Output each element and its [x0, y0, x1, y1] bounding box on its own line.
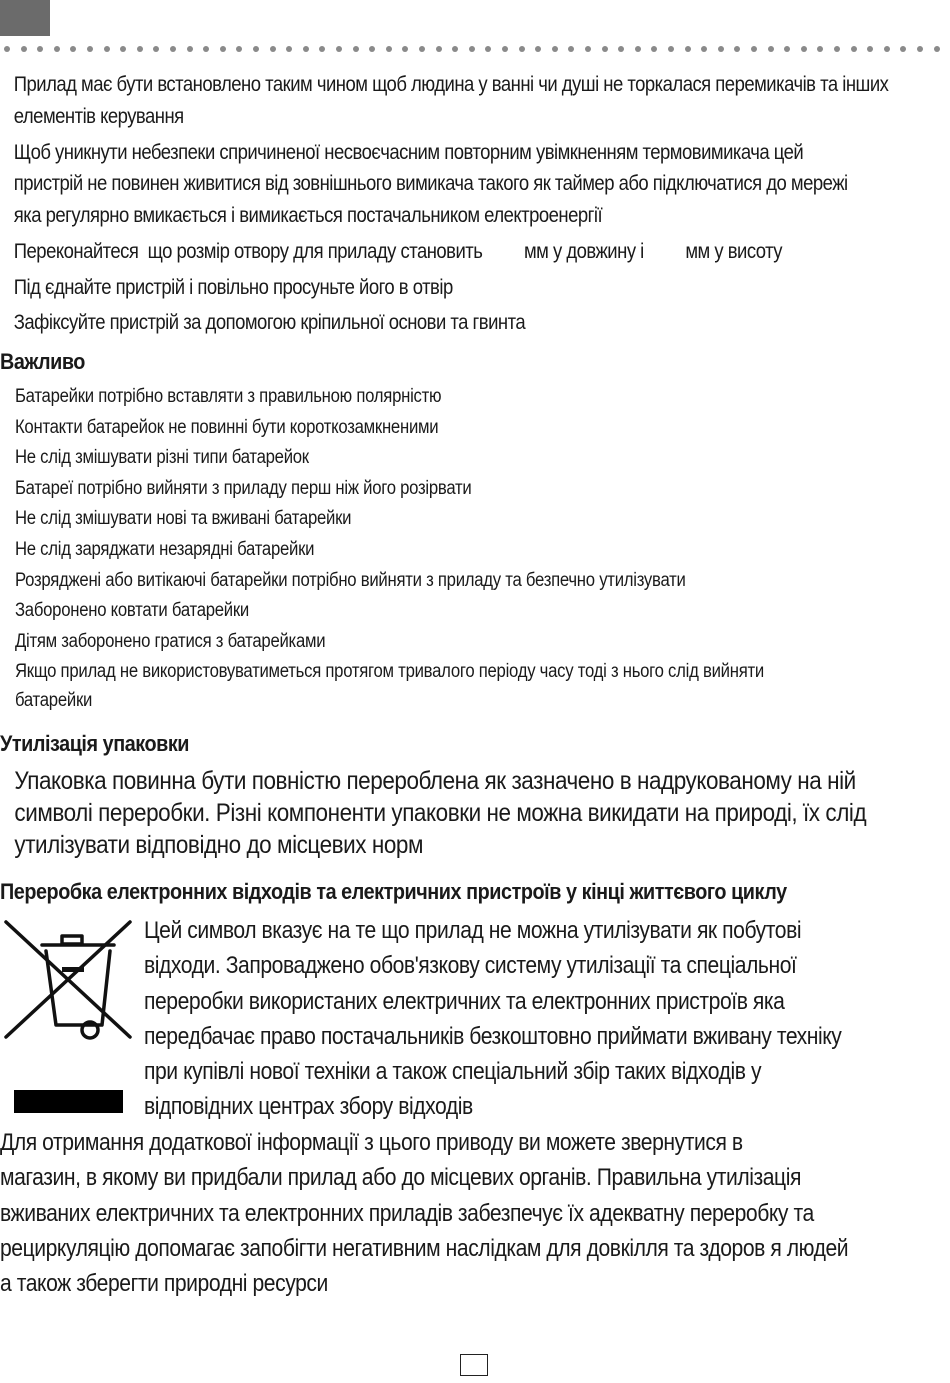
important-item: Дітям заборонено гратися з батарейками — [14, 630, 326, 652]
divider-dot — [120, 46, 126, 52]
divider-dot — [70, 46, 76, 52]
weee-info-line: магазин, в якому ви придбали прилад або до місцевих органів. Правильна утилізація — [0, 1164, 801, 1192]
install-note-3: Переконайтеся що розмір отвору для приладу становить мм у довжину і мм у висоту — [13, 239, 783, 263]
divider-dot — [917, 46, 923, 52]
important-item: Контакти батарейок не повинні бути короткозамкненими — [14, 416, 439, 438]
divider-dot — [104, 46, 110, 52]
divider-dot — [817, 46, 823, 52]
install-note-4: Під єднайте пристрій і повільно просуньте його в отвір — [13, 274, 453, 299]
weee-text — [144, 913, 841, 1125]
divider-dot — [535, 46, 541, 52]
divider-dot — [37, 46, 43, 52]
important-item: Батареї потрібно вийняти з приладу перш ніж його розірвати — [14, 477, 472, 499]
weee-info-line: вживаних електричних та електронних приладів забезпечує їх адекватну переробку та — [0, 1199, 814, 1227]
divider-dot — [87, 46, 93, 52]
important-item: Заборонено ковтати батарейки — [14, 600, 249, 622]
weee-black-bar — [14, 1090, 123, 1113]
divider-dot — [851, 46, 857, 52]
packaging-line: утилізувати відповідно до місцевих норм — [14, 831, 424, 859]
divider-dot — [485, 46, 491, 52]
weee-line: відходи. Запроваджено обов'язкову систему утилізації та спеціальної — [144, 952, 797, 980]
weee-info-text — [0, 1125, 848, 1301]
divider-dot — [635, 46, 641, 52]
divider-dot — [452, 46, 458, 52]
divider-dot — [884, 46, 890, 52]
install-note-5: Зафіксуйте пристрій за допомогою кріпильної основи та гвинта — [13, 310, 526, 334]
divider-dot — [319, 46, 325, 52]
section-tab-marker — [0, 0, 50, 36]
divider-dot — [552, 46, 558, 52]
divider-dot — [4, 46, 10, 52]
divider-dot — [651, 46, 657, 52]
divider-dot — [568, 46, 574, 52]
important-item: Не слід заряджати незарядні батарейки — [14, 538, 315, 560]
important-item: батарейки — [14, 689, 93, 711]
divider-dot — [701, 46, 707, 52]
weee-info-line: рециркуляцію допомагає запобігти негативним наслідкам для довкілля та здоров я людей — [0, 1234, 849, 1262]
packaging-line: символі переробки. Різні компоненти упаковки не можна викидати на природі, їх слід — [14, 799, 867, 827]
divider-dot — [436, 46, 442, 52]
divider-dot — [900, 46, 906, 52]
divider-dot — [419, 46, 425, 52]
weee-line: переробки використаних електричних та електронних пристроїв яка — [144, 987, 785, 1015]
divider-dot — [386, 46, 392, 52]
weee-line: при купівлі нової техніки а також спеціальний збір таких відходів у — [144, 1058, 762, 1086]
important-list — [0, 382, 851, 714]
divider-dot — [137, 46, 143, 52]
install-note-2-cont: пристрій не повинен живитися від зовнішнього вимикача такого як таймер або підключатися до мережі — [13, 171, 848, 195]
divider-dot — [353, 46, 359, 52]
divider-dot — [602, 46, 608, 52]
divider-dot — [685, 46, 691, 52]
install-notes — [0, 69, 889, 339]
install-note-2-cont2: яка регулярно вмикається і вимикається постачальником електроенергії — [13, 202, 603, 227]
divider-dot — [286, 46, 292, 52]
divider-dot — [668, 46, 674, 52]
divider-dot — [585, 46, 591, 52]
divider-dot — [253, 46, 259, 52]
weee-info-line: а також зберегти природні ресурси — [0, 1270, 328, 1298]
divider-dot — [203, 46, 209, 52]
packaging-text — [0, 765, 869, 861]
weee-heading: Переробка електронних відходів та електричних пристроїв у кінці життєвого циклу — [0, 879, 787, 904]
important-item: Не слід змішувати нові та вживані батарейки — [14, 508, 352, 530]
important-item: Якщо прилад не використовуватиметься протягом тривалого періоду часу тоді з нього слід вийняти — [14, 661, 764, 683]
divider-dot — [784, 46, 790, 52]
weee-info-line: Для отримання додаткової інформації з цього приводу ви можете звернутися в — [0, 1129, 743, 1156]
weee-line: Цей символ вказує на те що прилад не можна утилізувати як побутові — [144, 917, 802, 944]
divider-dot — [153, 46, 159, 52]
divider-dot — [170, 46, 176, 52]
divider-dot — [867, 46, 873, 52]
divider-dot — [834, 46, 840, 52]
divider-dot — [718, 46, 724, 52]
important-heading: Важливо — [0, 349, 85, 374]
divider-dot — [934, 46, 940, 52]
divider-dot — [369, 46, 375, 52]
weee-line: передбачає право постачальників безкоштовно приймати вживану техніку — [144, 1022, 842, 1050]
divider-dot — [220, 46, 226, 52]
divider-dot — [402, 46, 408, 52]
divider-dot — [236, 46, 242, 52]
divider-dot — [734, 46, 740, 52]
weee-line: відповідних центрах збору відходів — [144, 1093, 473, 1121]
divider-dot — [21, 46, 27, 52]
divider-dot — [519, 46, 525, 52]
divider-dot — [303, 46, 309, 52]
divider-dot — [502, 46, 508, 52]
page-number-box — [460, 1354, 488, 1376]
divider-dot — [270, 46, 276, 52]
install-note-1: Прилад має бути встановлено таким чином щоб людина у ванні чи душі не торкалася перемикачів та інших — [13, 72, 889, 96]
important-item: Батарейки потрібно вставляти з правильною полярністю — [14, 386, 442, 407]
divider-dot — [187, 46, 193, 52]
divider-dot — [336, 46, 342, 52]
important-item: Розряджені або витікаючі батарейки потрібно вийняти з приладу та безпечно утилізувати — [14, 569, 686, 591]
crossed-out-wheelie-bin-icon — [4, 917, 134, 1042]
important-item: Не слід змішувати різні типи батарейок — [14, 447, 309, 469]
divider-dot — [768, 46, 774, 52]
packaging-line: Упаковка повинна бути повністю перероблена як зазначено в надрукованому на ній — [14, 767, 856, 795]
install-note-2: Щоб уникнути небезпеки спричиненої несвоєчасним повторним увімкненням термовимикача цей — [13, 139, 804, 164]
divider-dot — [469, 46, 475, 52]
divider-dot — [801, 46, 807, 52]
divider-dot — [54, 46, 60, 52]
install-note-1-cont: елементів керування — [13, 103, 184, 128]
divider-dot — [751, 46, 757, 52]
divider-dot — [618, 46, 624, 52]
packaging-heading: Утилізація упаковки — [0, 731, 190, 756]
